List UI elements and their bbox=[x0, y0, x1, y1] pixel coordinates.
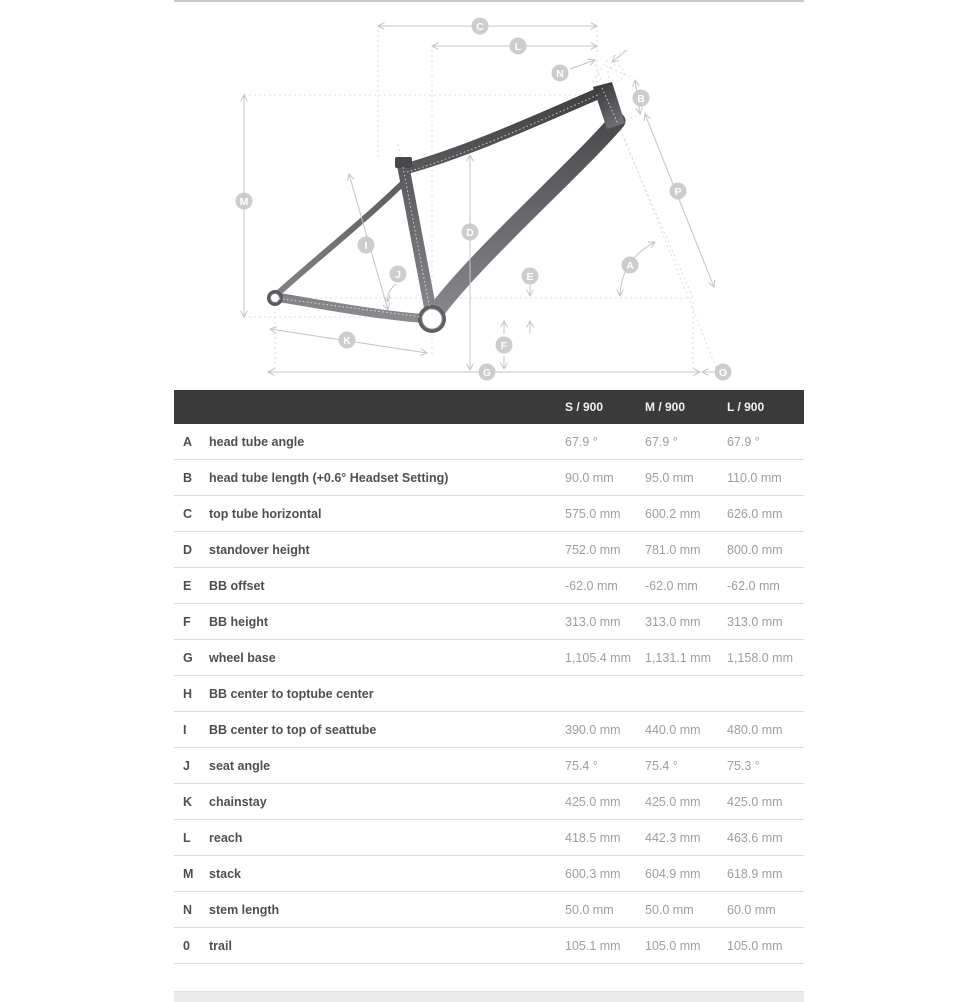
row-value-l: 60.0 mm bbox=[722, 892, 804, 928]
badge-o bbox=[715, 364, 732, 381]
dim-j-seat-angle bbox=[388, 284, 396, 302]
table-row bbox=[174, 748, 804, 784]
table-row bbox=[174, 568, 804, 604]
row-letter: J bbox=[174, 748, 209, 784]
row-value-l: 75.3 ° bbox=[722, 748, 804, 784]
row-value-m: 781.0 mm bbox=[640, 532, 722, 568]
row-value-m bbox=[640, 676, 722, 712]
svg-text:F: F bbox=[500, 340, 508, 352]
table-row bbox=[174, 856, 804, 892]
badge-g bbox=[479, 364, 496, 381]
row-value-l: 425.0 mm bbox=[722, 784, 804, 820]
row-name: reach bbox=[209, 820, 560, 856]
row-value-s: -62.0 mm bbox=[560, 568, 640, 604]
row-value-s: 418.5 mm bbox=[560, 820, 640, 856]
svg-text:O: O bbox=[718, 367, 728, 379]
row-letter: I bbox=[174, 712, 209, 748]
row-value-l: 105.0 mm bbox=[722, 928, 804, 964]
badge-b bbox=[633, 90, 650, 107]
column-header-size-s: S / 900 bbox=[560, 390, 640, 424]
badge-l bbox=[510, 38, 527, 55]
row-value-m: 440.0 mm bbox=[640, 712, 722, 748]
row-value-l bbox=[722, 676, 804, 712]
badge-m bbox=[236, 193, 253, 210]
badge-a bbox=[622, 257, 639, 274]
row-value-s: 313.0 mm bbox=[560, 604, 640, 640]
table-row bbox=[174, 532, 804, 568]
row-value-l: 626.0 mm bbox=[722, 496, 804, 532]
table-row bbox=[174, 928, 804, 964]
row-letter: H bbox=[174, 676, 209, 712]
row-letter: G bbox=[174, 640, 209, 676]
row-letter: F bbox=[174, 604, 209, 640]
row-value-s: 105.1 mm bbox=[560, 928, 640, 964]
row-value-s: 50.0 mm bbox=[560, 892, 640, 928]
row-value-m: 67.9 ° bbox=[640, 424, 722, 460]
badge-p bbox=[670, 183, 687, 200]
row-value-m: 313.0 mm bbox=[640, 604, 722, 640]
row-value-s: 425.0 mm bbox=[560, 784, 640, 820]
next-section-band bbox=[174, 991, 804, 1002]
table-row bbox=[174, 604, 804, 640]
row-name: stack bbox=[209, 856, 560, 892]
row-name: head tube angle bbox=[209, 424, 560, 460]
row-letter: K bbox=[174, 784, 209, 820]
row-value-m: 604.9 mm bbox=[640, 856, 722, 892]
dim-n-stem bbox=[570, 60, 595, 69]
row-value-l: 463.6 mm bbox=[722, 820, 804, 856]
row-value-l: 313.0 mm bbox=[722, 604, 804, 640]
row-value-l: 67.9 ° bbox=[722, 424, 804, 460]
table-row bbox=[174, 640, 804, 676]
row-value-s: 752.0 mm bbox=[560, 532, 640, 568]
seatstay-tube bbox=[275, 179, 407, 296]
table-row bbox=[174, 460, 804, 496]
geometry-table bbox=[174, 390, 804, 964]
geometry-diagram-svg bbox=[174, 2, 804, 390]
badge-k bbox=[339, 332, 356, 349]
svg-text:K: K bbox=[343, 335, 351, 347]
diagram-badges bbox=[236, 18, 732, 381]
row-value-l: 618.9 mm bbox=[722, 856, 804, 892]
svg-text:B: B bbox=[637, 93, 645, 105]
row-value-s: 75.4 ° bbox=[560, 748, 640, 784]
row-value-s: 1,105.4 mm bbox=[560, 640, 640, 676]
header-row bbox=[174, 390, 804, 424]
badge-c bbox=[472, 18, 489, 35]
seat-clamp bbox=[395, 157, 412, 168]
row-value-s: 390.0 mm bbox=[560, 712, 640, 748]
row-name: stem length bbox=[209, 892, 560, 928]
svg-text:N: N bbox=[556, 68, 564, 80]
row-value-s bbox=[560, 676, 640, 712]
badge-n bbox=[552, 65, 569, 82]
column-header-size-m: M / 900 bbox=[640, 390, 722, 424]
row-letter: 0 bbox=[174, 928, 209, 964]
row-value-m: 50.0 mm bbox=[640, 892, 722, 928]
badge-d bbox=[462, 224, 479, 241]
row-letter: L bbox=[174, 820, 209, 856]
row-value-m: 600.2 mm bbox=[640, 496, 722, 532]
row-value-m: 95.0 mm bbox=[640, 460, 722, 496]
row-value-l: 480.0 mm bbox=[722, 712, 804, 748]
row-name: head tube length (+0.6° Headset Setting) bbox=[209, 460, 560, 496]
row-value-m: 75.4 ° bbox=[640, 748, 722, 784]
table-row bbox=[174, 496, 804, 532]
badge-j bbox=[390, 266, 407, 283]
svg-text:P: P bbox=[674, 186, 682, 198]
row-name: BB center to top of seattube bbox=[209, 712, 560, 748]
row-name: trail bbox=[209, 928, 560, 964]
row-value-m: 425.0 mm bbox=[640, 784, 722, 820]
row-value-m: 442.3 mm bbox=[640, 820, 722, 856]
row-letter: C bbox=[174, 496, 209, 532]
row-letter: M bbox=[174, 856, 209, 892]
row-letter: B bbox=[174, 460, 209, 496]
dim-p-fork bbox=[645, 114, 714, 287]
row-name: top tube horizontal bbox=[209, 496, 560, 532]
row-value-l: 1,158.0 mm bbox=[722, 640, 804, 676]
svg-text:G: G bbox=[482, 367, 492, 379]
table-row bbox=[174, 784, 804, 820]
row-value-m: -62.0 mm bbox=[640, 568, 722, 604]
header-spacer-name bbox=[209, 390, 560, 424]
table-row bbox=[174, 676, 804, 712]
table-row bbox=[174, 820, 804, 856]
row-letter: A bbox=[174, 424, 209, 460]
row-value-m: 1,131.1 mm bbox=[640, 640, 722, 676]
reference-lines bbox=[244, 30, 717, 370]
svg-text:E: E bbox=[526, 271, 534, 283]
svg-text:C: C bbox=[476, 21, 484, 33]
row-name: BB center to toptube center bbox=[209, 676, 560, 712]
svg-text:L: L bbox=[514, 41, 522, 53]
svg-text:M: M bbox=[239, 196, 249, 208]
head-tube bbox=[593, 82, 625, 129]
row-name: wheel base bbox=[209, 640, 560, 676]
bottom-bracket bbox=[422, 309, 442, 329]
row-name: seat angle bbox=[209, 748, 560, 784]
frame-geometry-diagram bbox=[174, 2, 804, 390]
dimension-lines bbox=[244, 26, 714, 372]
svg-text:J: J bbox=[395, 269, 401, 281]
badge-f bbox=[496, 337, 513, 354]
row-name: BB offset bbox=[209, 568, 560, 604]
page-content bbox=[174, 0, 804, 1002]
header-spacer-letter bbox=[174, 390, 209, 424]
row-letter: E bbox=[174, 568, 209, 604]
row-name: BB height bbox=[209, 604, 560, 640]
bike-frame-illustration bbox=[267, 82, 625, 333]
row-value-m: 105.0 mm bbox=[640, 928, 722, 964]
badge-i bbox=[358, 237, 375, 254]
table-row bbox=[174, 892, 804, 928]
row-value-s: 67.9 ° bbox=[560, 424, 640, 460]
badge-e bbox=[522, 268, 539, 285]
svg-text:I: I bbox=[364, 240, 368, 252]
row-value-l: -62.0 mm bbox=[722, 568, 804, 604]
row-letter: D bbox=[174, 532, 209, 568]
dim-b-upper-arrow bbox=[612, 50, 627, 62]
row-value-l: 110.0 mm bbox=[722, 460, 804, 496]
row-letter: N bbox=[174, 892, 209, 928]
column-header-size-l: L / 900 bbox=[722, 390, 804, 424]
row-value-s: 575.0 mm bbox=[560, 496, 640, 532]
table-row bbox=[174, 712, 804, 748]
row-name: chainstay bbox=[209, 784, 560, 820]
row-value-l: 800.0 mm bbox=[722, 532, 804, 568]
row-name: standover height bbox=[209, 532, 560, 568]
table-row bbox=[174, 424, 804, 460]
row-value-s: 600.3 mm bbox=[560, 856, 640, 892]
headset-spacer-circle bbox=[608, 65, 624, 81]
row-value-s: 90.0 mm bbox=[560, 460, 640, 496]
svg-text:A: A bbox=[626, 260, 634, 272]
chainstay-tube bbox=[275, 297, 431, 319]
geometry-table-header bbox=[174, 390, 804, 424]
svg-text:D: D bbox=[466, 227, 474, 239]
